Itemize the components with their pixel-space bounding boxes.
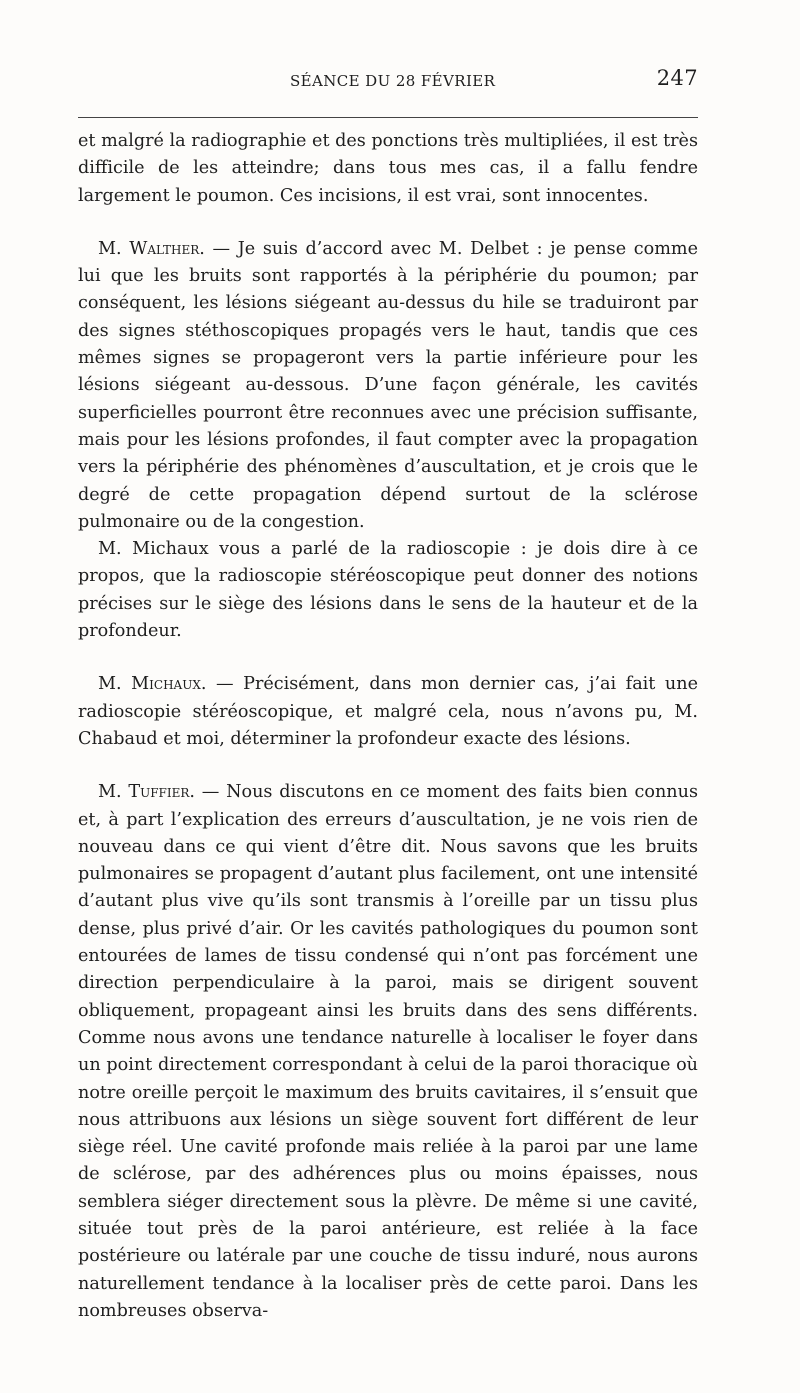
paragraph-michaux (78, 671, 698, 753)
paragraph-walther (78, 236, 698, 536)
speaker-michaux: M. Michaux. (98, 674, 207, 695)
paragraph-walther-text: — Je suis d’accord avec M. Delbet : je pense comme lui que les bruits sont rapportés à la périphérie du poumon; par conséquent, les lésions siégeant au-dessus du hile se traduiront par des signes stéthoscopiques propagés vers le haut, tandis que ces mêmes signes se propageront vers la partie inférieure pour les lésions siégeant au-dessous. D’une façon générale, les cavités superficielles pourront être reconnues avec une précision suffisante, mais pour les lésions profondes, il faut compter avec la propagation vers la périphérie des phénomènes d’auscultation, et je crois que le degré de cette propagation dépend surtout de la sclérose pulmonaire ou de la congestion. (78, 238, 698, 532)
body-text (78, 128, 698, 1325)
speaker-walther: M. Walther. (98, 238, 205, 259)
paragraph-radioscopie: M. Michaux vous a parlé de la radioscopie : je dois dire à ce propos, que la radioscopie stéréoscopique peut donner des notions précises sur le siège des lésions dans le sens de la hauteur et de la profondeur. (78, 539, 698, 642)
paragraph-tuffier (78, 779, 698, 1325)
header-rule (78, 117, 698, 118)
speaker-tuffier: M. Tuffier. (98, 782, 195, 803)
paragraph-tuffier-text: — Nous discutons en ce moment des faits bien connus et, à part l’explication des erreurs d’auscultation, je ne vois rien de nouveau dans ce qui vient d’être dit. Nous savons que les bruits pulmonaires se propagent d’autant plus facilement, ont une intensité d’autant plus vive qu’ils sont transmis à l’oreille par un tissu plus dense, plus privé d’air. Or les cavités pathologiques du poumon sont entourées de lames de tissu condensé qui n’ont pas forcément une direction perpendiculaire à la paroi, mais se dirigent souvent obliquement, propageant ainsi les bruits dans des sens différents. Comme nous avons une tendance naturelle à localiser le foyer dans un point directement correspondant à celui de la paroi thoracique où notre oreille perçoit le maximum des bruits cavitaires, il s’ensuit que nous attribuons aux lésions un siège souvent fort différent de leur siège réel. Une cavité profonde mais reliée à la paroi par une lame de sclérose, par des adhérences plus ou moins épaisses, nous semblera siéger directement sous la plèvre. De même si une cavité, située tout près de la paroi antérieure, est reliée à la face postérieure ou latérale par une couche de tissu induré, nous aurons naturellement tendance à la localiser près de cette paroi. Dans les nombreuses observa- (78, 782, 698, 1321)
paragraph-continuation: et malgré la radiographie et des ponctions très multipliées, il est très difficile de les atteindre; dans tous mes cas, il a fallu fendre largement le poumon. Ces incisions, il est vrai, sont innocentes. (78, 131, 698, 206)
running-head (78, 66, 698, 96)
page-number: 247 (656, 66, 698, 90)
paragraph-michaux-text: — Précisément, dans mon dernier cas, j’ai fait une radioscopie stéréoscopique, et malgré cela, nous n’avons pu, M. Chabaud et moi, déterminer la profondeur exacte des lésions. (78, 674, 698, 749)
running-title: SÉANCE DU 28 FÉVRIER (290, 72, 496, 90)
